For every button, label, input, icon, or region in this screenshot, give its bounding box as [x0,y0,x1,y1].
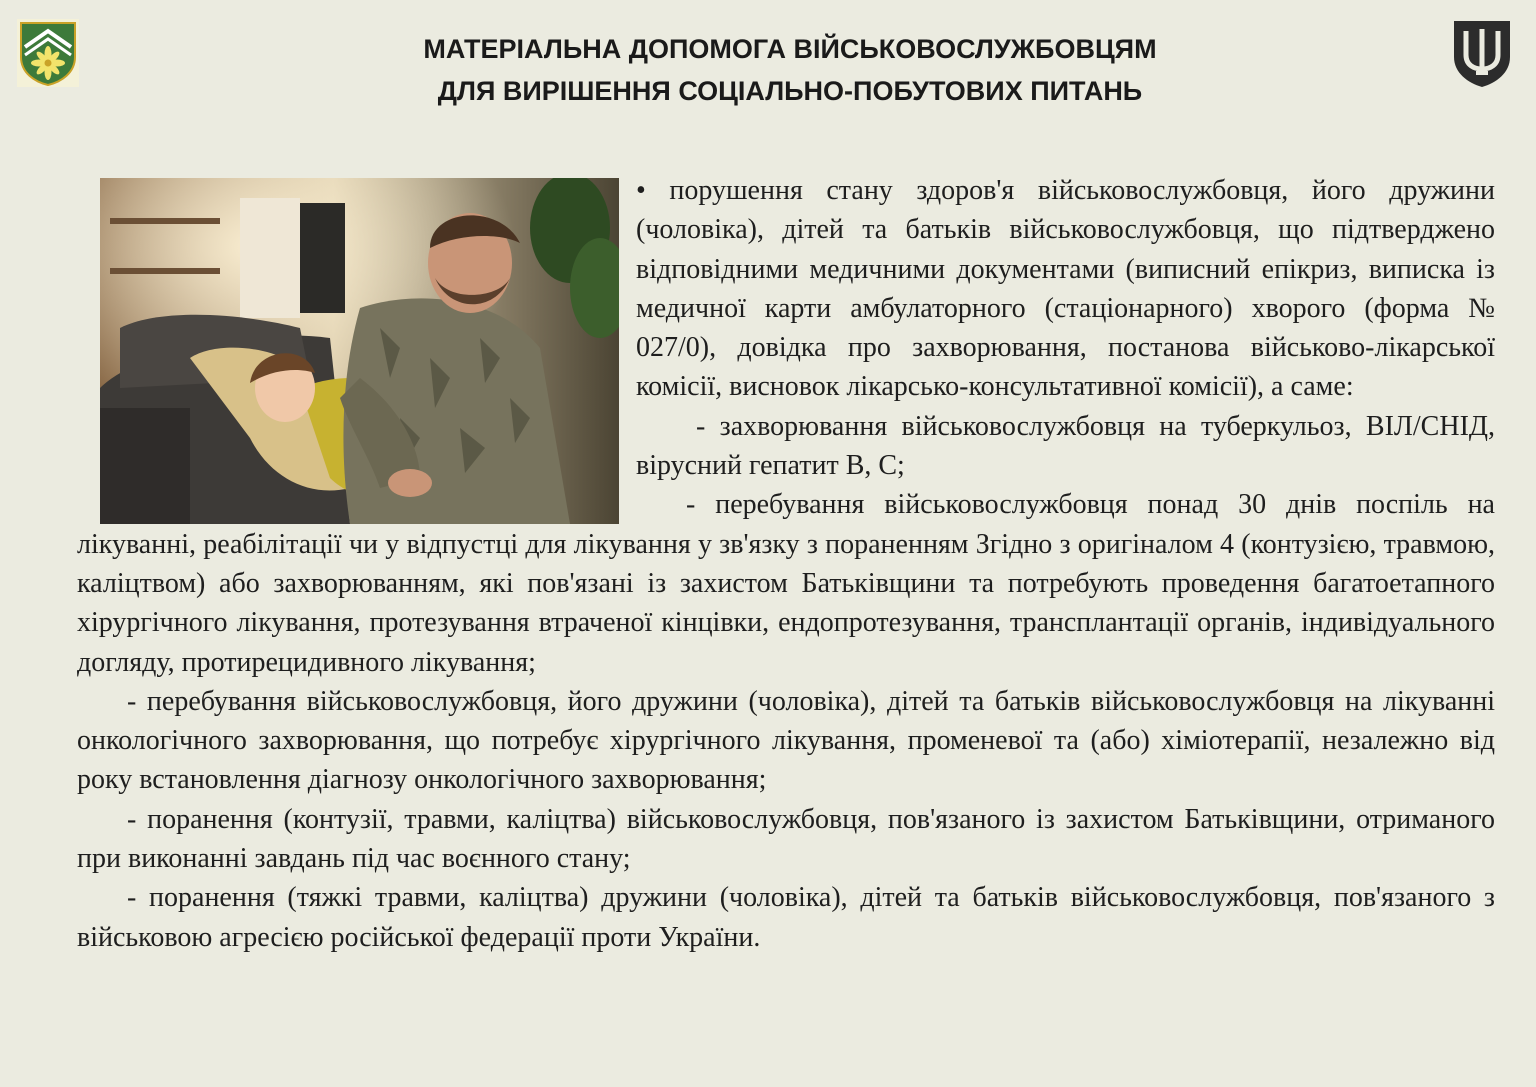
list-item: - поранення (тяжкі травми, каліцтва) дружини (чоловіка), дітей та батьків військовослужбовця, пов'язаного з військовою агресією російської федерації проти України. [77,882,1495,953]
intro-bullet: • порушення стану здоров'я військовослужбовця, його дружини (чоловіка), дітей та батьків військовослужбовця, що підтверджено відповідними медичними документами (виписний епікриз, виписка із медичної карти амбулаторного (стаціонарного) хворого (форма № 027/0), довідка про захворювання, постанова військово-лікарської комісії, висновок лікарсько-консультативної комісії), а саме: [636,175,1495,403]
list-item: - поранення (контузії, травми, каліцтва) військовослужбовця, пов'язаного із захистом Батьківщини, отриманого при виконанні завдань під час воєнного стану; [77,803,1495,875]
page-title [240,28,1340,112]
brigade-emblem-icon [17,19,79,87]
photo-spacer [77,171,636,521]
title-line-1: МАТЕРІАЛЬНА ДОПОМОГА ВІЙСЬКОВОСЛУЖБОВЦЯМ [423,34,1157,64]
title-line-2: ДЛЯ ВИРІШЕННЯ СОЦІАЛЬНО-ПОБУТОВИХ ПИТАНЬ [437,76,1143,106]
list-item: - перебування військовослужбовця, його дружини (чоловіка), дітей та батьків військовослужбовця на лікуванні онкологічного захворювання, що потребує хірургічного лікування, променевої та (або) хіміотерапії, незалежно від року встановлення діагнозу онкологічного захворювання; [77,685,1495,796]
list-item: - перебування військовослужбовця понад 30 днів поспіль на лікуванні, реабілітації чи у відпустці для лікування у зв'язку з пораненням Згідно з оригіналом 4 (контузією, травмою, каліцтвом) або захворюванням, які пов'язані із захистом Батьківщини та потребують проведення багатоетапного хірургічного лікування, протезування втраченої кінцівки, ендопротезування, трансплантації органів, індивідуального догляду, протирецидивного лікування; [77,489,1495,678]
trident-shield-icon [1450,17,1514,89]
main-text [77,171,1495,957]
list-item: - захворювання військовослужбовця на туберкульоз, ВІЛ/СНІД, вірусний гепатит В, С; [636,410,1495,482]
